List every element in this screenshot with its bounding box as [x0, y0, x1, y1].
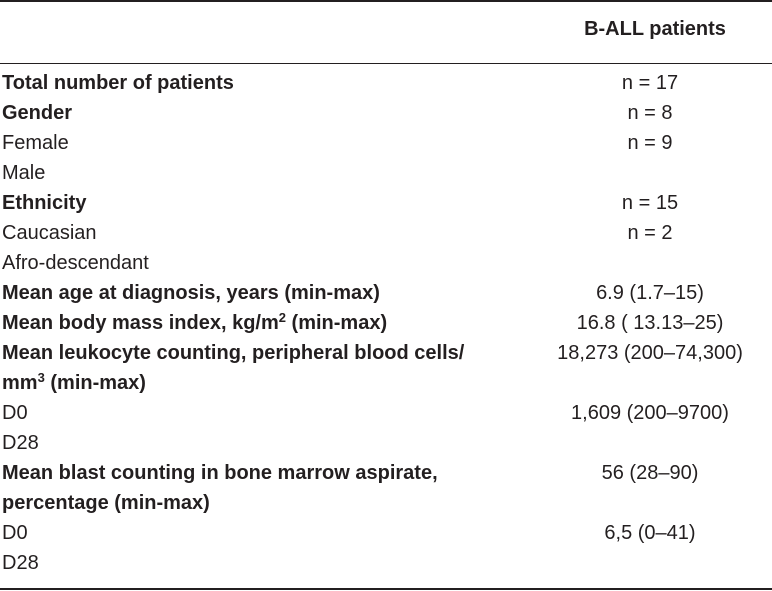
row-label — [2, 308, 522, 338]
row-label-text: mm — [2, 372, 38, 394]
table-top-rule — [0, 0, 772, 2]
row-label: Mean leukocyte counting, peripheral blood cells/ — [2, 342, 465, 364]
row-label: D28 — [2, 432, 39, 454]
row-label-suffix: (min-max) — [285, 312, 388, 334]
row-value: 18,273 (200–74,300) — [557, 342, 743, 364]
row-value: n = 8 — [627, 102, 673, 124]
row-label: Caucasian — [2, 222, 97, 244]
row-label: Female — [2, 132, 69, 154]
row-value: 56 (28–90) — [601, 462, 699, 484]
superscript-exponent: 3 — [37, 369, 45, 385]
row-value: 1,609 (200–9700) — [571, 402, 729, 424]
row-label: Total number of patients — [2, 72, 234, 94]
row-label: Gender — [2, 102, 73, 124]
row-label: Mean age at diagnosis, years (min-max) — [2, 282, 380, 304]
table-bottom-rule — [0, 588, 772, 590]
superscript-exponent: 2 — [278, 309, 286, 325]
row-label: D0 — [2, 522, 28, 544]
row-label: Mean blast counting in bone marrow aspirate, — [2, 462, 438, 484]
row-label: D0 — [2, 402, 28, 424]
row-label: Afro-descendant — [2, 252, 149, 274]
column-header-b-all-patients: B-ALL patients — [584, 18, 726, 40]
row-value: 16.8 ( 13.13–25) — [576, 312, 724, 334]
row-label-suffix: (min-max) — [44, 372, 146, 394]
row-value: n = 15 — [621, 192, 679, 214]
row-label-text: Mean body mass index, kg/m — [2, 312, 279, 334]
row-value: 6,5 (0–41) — [604, 522, 696, 544]
row-value: n = 9 — [627, 132, 673, 154]
row-label: Male — [2, 162, 46, 184]
row-label: Ethnicity — [2, 192, 87, 214]
row-value: n = 2 — [627, 222, 673, 244]
row-label: D28 — [2, 552, 39, 574]
row-value: n = 17 — [621, 72, 679, 94]
row-label — [2, 368, 522, 398]
header-divider-rule — [0, 63, 772, 64]
row-value: 6.9 (1.7–15) — [596, 282, 704, 304]
row-label: percentage (min-max) — [2, 492, 210, 514]
